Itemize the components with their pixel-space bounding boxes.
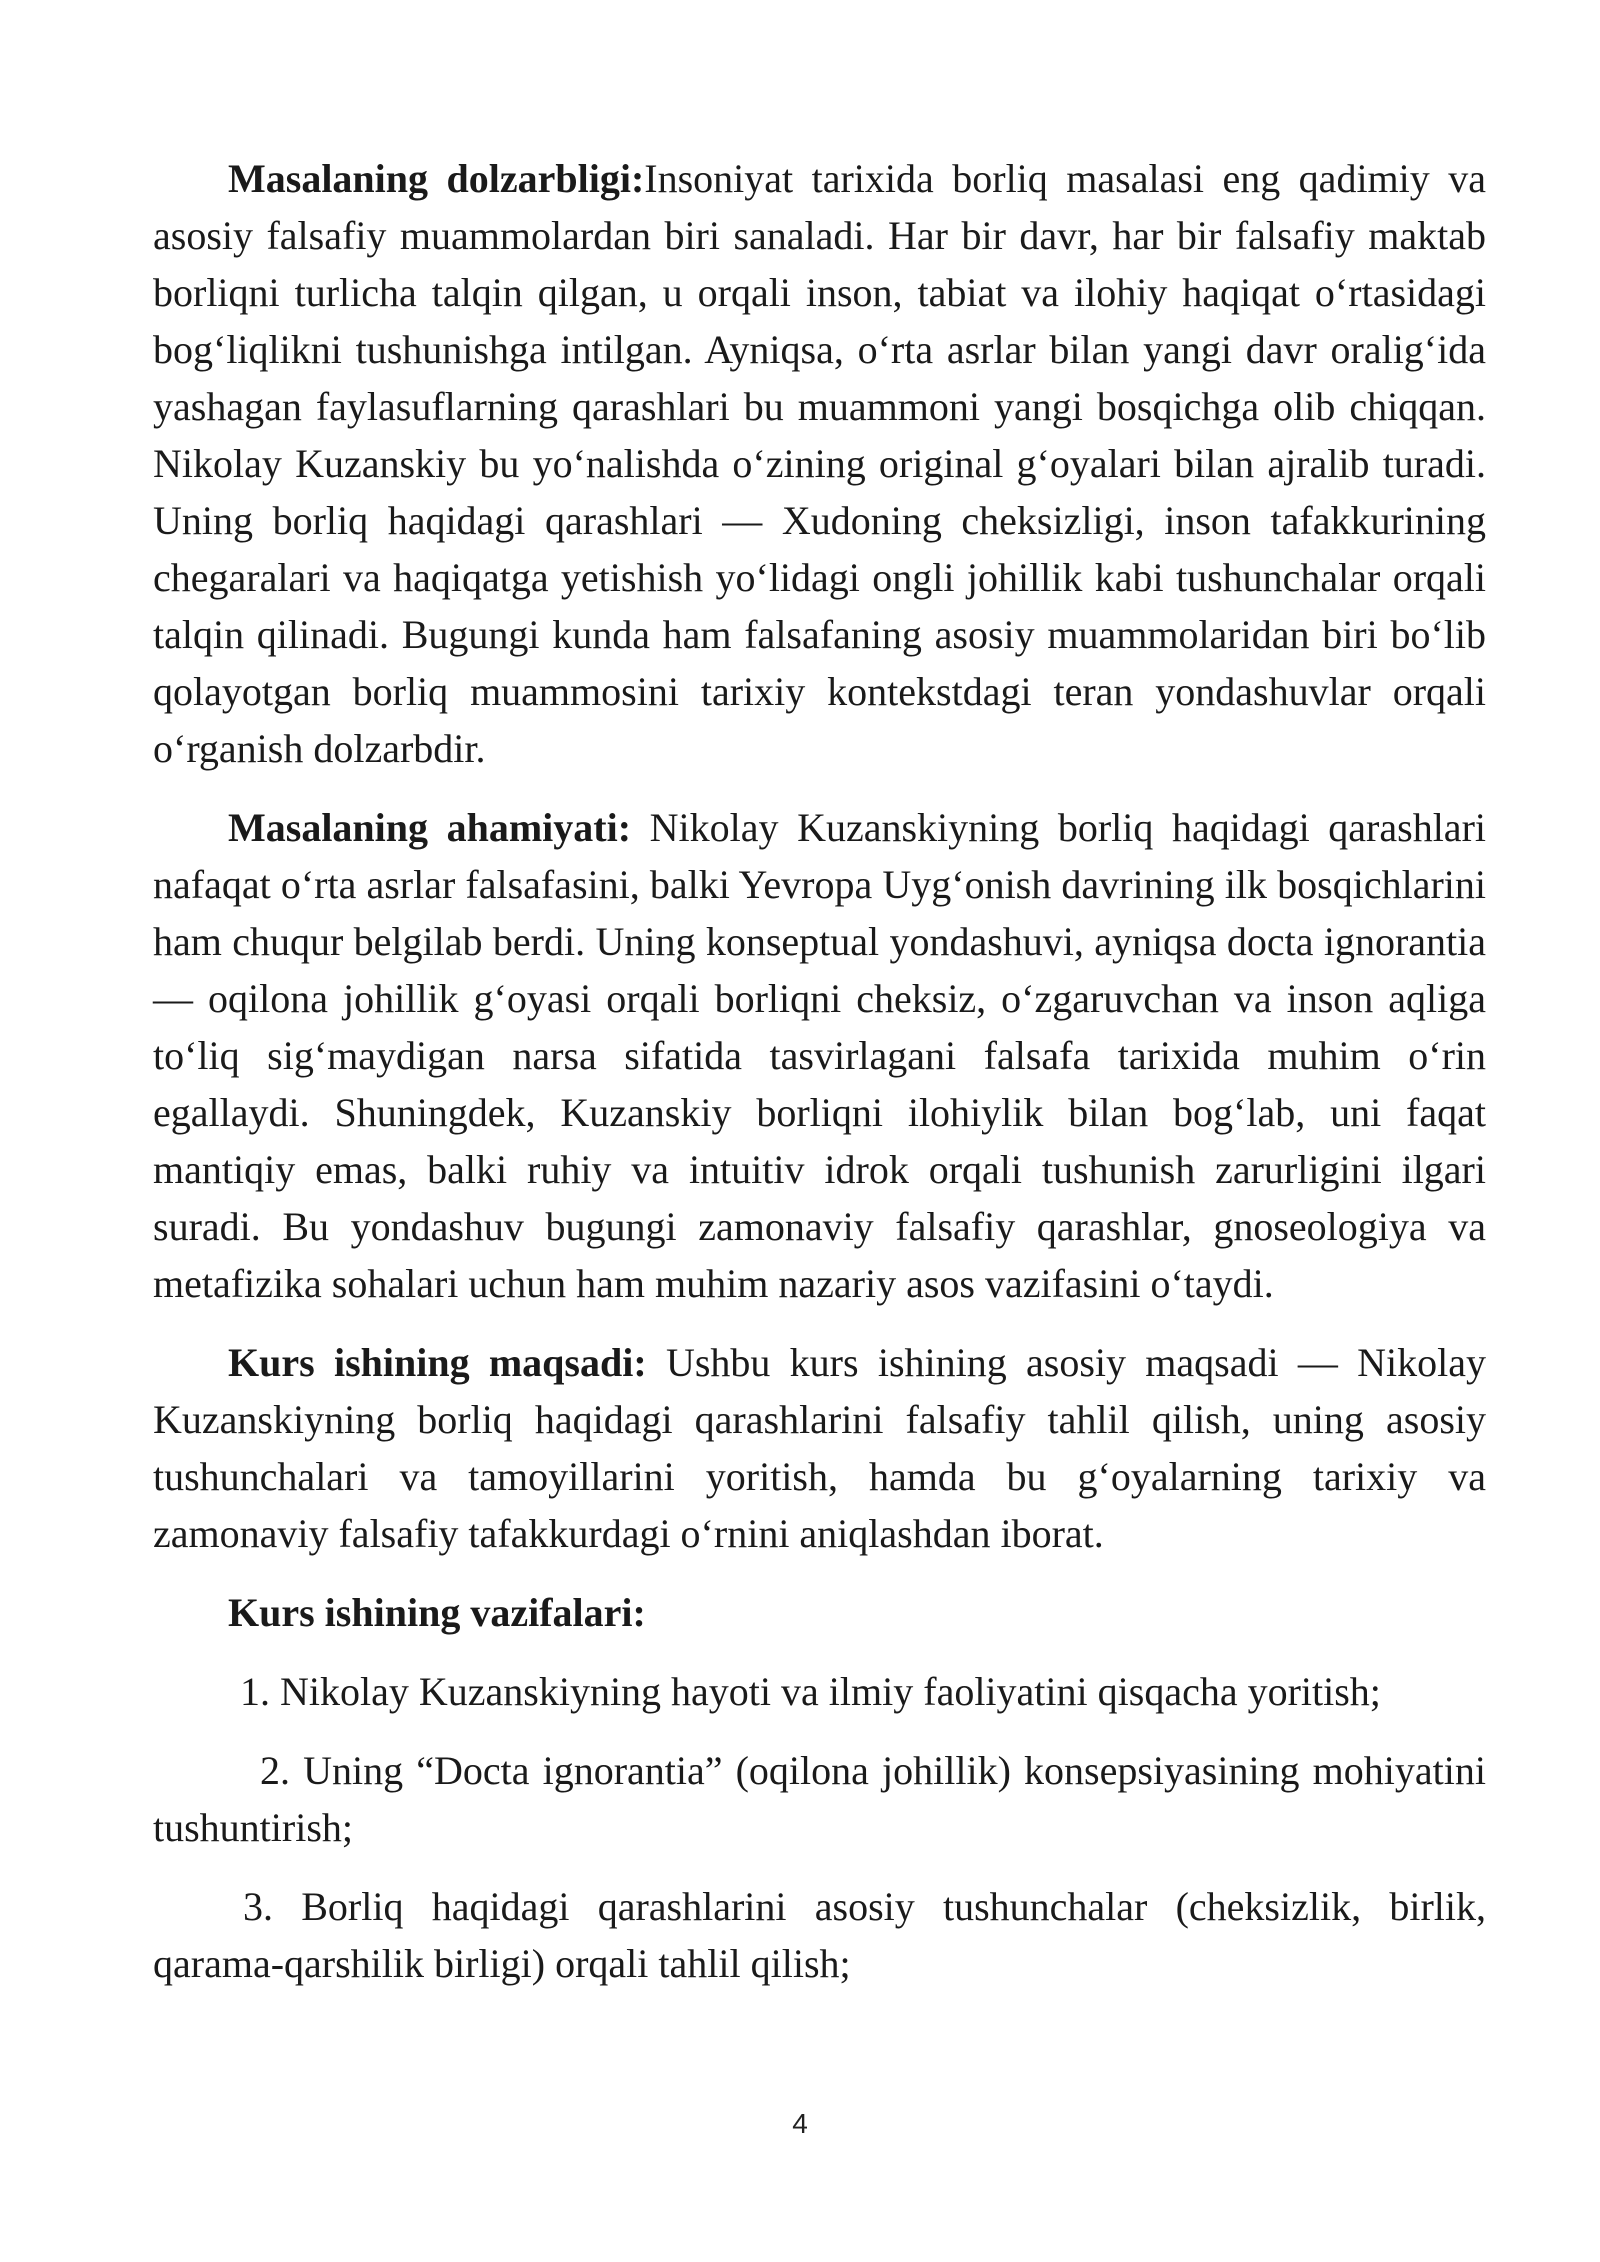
relevance-paragraph: [153, 150, 1486, 777]
importance-paragraph: [153, 799, 1486, 1312]
tasks-heading: Kurs ishining vazifalari:: [228, 1590, 646, 1635]
goal-paragraph: [153, 1334, 1486, 1562]
goal-text: Ushbu kurs ishining asosiy maqsadi — Nikolay Kuzanskiyning borliq haqidagi qarashlarini falsafiy tahlil qilish, uning asosiy tushunchalari va tamoyillarini yoritish, hamda bu g‘oyalarning tarixiy va zamonaviy falsafiy tafakkurdagi o‘rnini aniqlashdan iborat.: [153, 1340, 1486, 1556]
task-item-1: 1. Nikolay Kuzanskiyning hayoti va ilmiy faoliyatini qisqacha yoritish;: [240, 1669, 1381, 1714]
task-item-2: 2. Uning “Docta ignorantia” (oqilona johillik) konsepsiyasining mohiyatini tushuntirish;: [153, 1748, 1486, 1850]
document-page: [153, 150, 1486, 2014]
page-number: 4: [792, 2108, 808, 2139]
goal-heading: Kurs ishining maqsadi:: [228, 1340, 647, 1385]
importance-text: Nikolay Kuzanskiyning borliq haqidagi qarashlari nafaqat o‘rta asrlar falsafasini, balki Yevropa Uyg‘onish davrining ilk bosqichlarini ham chuqur belgilab berdi. Uning konseptual yondashuvi, ayniqsa docta ignorantia — oqilona johillik g‘oyasi orqali borliqni cheksiz, o‘zgaruvchan va inson aqliga to‘liq sig‘maydigan narsa sifatida tasvirlagani falsafa tarixida muhim o‘rin egallaydi. Shuningdek, Kuzanskiy borliqni ilohiylik bilan bog‘lab, uni faqat mantiqiy emas, balki ruhiy va intuitiv idrok orqali tushunish zarurligini ilgari suradi. Bu yondashuv bugungi zamonaviy falsafiy qarashlar, gnoseologiya va metafizika sohalari uchun ham muhim nazariy asos vazifasini o‘taydi.: [153, 805, 1486, 1306]
relevance-text: Insoniyat tarixida borliq masalasi eng qadimiy va asosiy falsafiy muammolardan biri sanaladi. Har bir davr, har bir falsafiy maktab borliqni turlicha talqin qilgan, u orqali inson, tabiat va ilohiy haqiqat o‘rtasidagi bog‘liqlikni tushunishga intilgan. Ayniqsa, o‘rta asrlar bilan yangi davr oralig‘ida yashagan faylasuflarning qarashlari bu muammoni yangi bosqichga olib chiqqan. Nikolay Kuzanskiy bu yo‘nalishda o‘zining original g‘oyalari bilan ajralib turadi. Uning borliq haqidagi qarashlari — Xudoning cheksizligi, inson tafakkurining chegaralari va haqiqatga yetishish yo‘lidagi ongli johillik kabi tushunchalar orqali talqin qilinadi. Bugungi kunda ham falsafaning asosiy muammolaridan biri bo‘lib qolayotgan borliq muammosini tarixiy kontekstdagi teran yondashuvlar orqali o‘rganish dolzarbdir.: [153, 156, 1486, 771]
relevance-heading: Masalaning dolzarbligi:: [228, 156, 645, 201]
task-item-3: 3. Borliq haqidagi qarashlarini asosiy tushunchalar (cheksizlik, birlik, qarama-qarshilik birligi) orqali tahlil qilish;: [153, 1884, 1486, 1986]
importance-heading: Masalaning ahamiyati:: [228, 805, 632, 850]
